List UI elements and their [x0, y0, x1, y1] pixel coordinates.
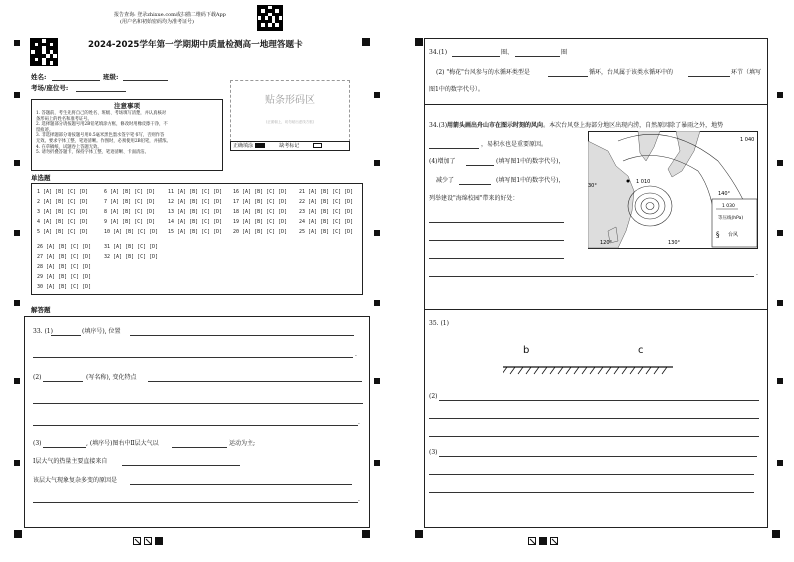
- q33-2-answer-b[interactable]: [148, 381, 362, 382]
- q35-3-answer-a[interactable]: [439, 456, 757, 457]
- q35-2-answer-a[interactable]: [439, 400, 759, 401]
- notice-box: [31, 99, 223, 171]
- q33-3-answer-b[interactable]: [172, 447, 227, 448]
- mc-question[interactable]: 16 [A] [B] [C] [D]: [233, 189, 288, 195]
- hatch-mark: [654, 367, 659, 374]
- q34-1-answer-a[interactable]: [452, 56, 500, 57]
- mc-question[interactable]: 26 [A] [B] [C] [D]: [37, 244, 92, 250]
- q34-3-answer[interactable]: [429, 148, 479, 149]
- q34-6-answer-d[interactable]: [429, 276, 754, 277]
- mc-question[interactable]: 21 [A] [B] [C] [D]: [299, 189, 354, 195]
- slash-box-icon: [144, 537, 152, 545]
- q33-1-text: (填序号), 位置: [82, 328, 121, 335]
- mc-question[interactable]: 29 [A] [B] [C] [D]: [37, 274, 92, 280]
- missing-checkbox[interactable]: [313, 143, 322, 148]
- period-mark: .: [756, 270, 758, 277]
- mc-question[interactable]: 23 [A] [B] [C] [D]: [299, 209, 354, 215]
- position-mark: [14, 460, 20, 466]
- hatch-mark: [542, 367, 547, 374]
- position-mark: [374, 230, 380, 236]
- q34-6-answer-c[interactable]: [429, 258, 564, 259]
- q34-4-text2: (填写图1中的数字代号)，: [496, 158, 565, 165]
- hatch-mark: [550, 367, 555, 374]
- q34-6-text: 列举建设"海绵校园"带来的好处：: [429, 195, 519, 202]
- position-mark: [14, 92, 20, 98]
- footer-marks-left: [133, 530, 166, 549]
- q34-2-answer-a[interactable]: [548, 76, 588, 77]
- q33-1-answer-c[interactable]: [33, 357, 353, 358]
- position-mark: [374, 460, 380, 466]
- mc-question[interactable]: 2 [A] [B] [C] [D]: [37, 199, 89, 205]
- mc-question[interactable]: 9 [A] [B] [C] [D]: [104, 219, 156, 225]
- q33-1-answer-b[interactable]: [130, 335, 354, 336]
- mc-question[interactable]: 20 [A] [B] [C] [D]: [233, 229, 288, 235]
- hatch-mark: [590, 367, 595, 374]
- hatch-mark: [566, 367, 571, 374]
- lon120-label: 120°: [600, 240, 613, 246]
- lon140-label: 140°: [718, 191, 731, 197]
- hatch-mark: [534, 367, 539, 374]
- qr-code-icon: [257, 5, 283, 31]
- page-title: 2024-2025学年第一学期期中质量检测高一地理答题卡: [88, 40, 303, 50]
- hatch-mark: [582, 367, 587, 374]
- q33-3-label: (3): [33, 440, 42, 447]
- period-mark: .: [355, 351, 357, 358]
- position-mark: [777, 92, 783, 98]
- q34-1-text: 圈、: [501, 49, 514, 56]
- barcode-area: [230, 80, 350, 142]
- legend-p1030: 1 030: [722, 204, 735, 209]
- qr-code-icon: [30, 38, 58, 66]
- mc-question[interactable]: 28 [A] [B] [C] [D]: [37, 264, 92, 270]
- label-b: b: [523, 345, 530, 356]
- name-field[interactable]: [52, 80, 100, 81]
- q33-2-answer-d[interactable]: [33, 425, 358, 426]
- mc-question[interactable]: 30 [A] [B] [C] [D]: [37, 284, 92, 290]
- hatch-mark: [622, 367, 627, 374]
- mc-question[interactable]: 7 [A] [B] [C] [D]: [104, 199, 156, 205]
- barcode-sub: (正面朝上，切勿贴出虚线方框): [265, 120, 315, 124]
- essay-area: [24, 316, 370, 528]
- q33-5-text: 该层大气现象复杂多变的原因是: [33, 477, 118, 484]
- q35-2-label: (2): [429, 393, 438, 400]
- corner-mark: [415, 38, 423, 46]
- hatch-mark: [614, 367, 619, 374]
- footer-marks-right: [528, 530, 561, 549]
- lat30-label: 30°: [588, 183, 597, 189]
- notice-line: 4. 在草稿纸、试题卷上答题无效。: [36, 144, 102, 150]
- corner-mark: [362, 38, 370, 46]
- q35-3-label: (3): [429, 449, 438, 456]
- position-mark: [14, 300, 20, 306]
- mc-question[interactable]: 13 [A] [B] [C] [D]: [168, 209, 223, 215]
- hatch-mark: [503, 367, 507, 374]
- q33-3-text2: 运动为主;: [229, 440, 256, 447]
- corner-mark: [415, 530, 423, 538]
- position-mark: [14, 160, 20, 166]
- room-field[interactable]: [76, 91, 126, 92]
- q33-5-answer-b[interactable]: [33, 502, 358, 503]
- hatch-mark: [510, 367, 515, 374]
- barcode-label: 贴条形码区: [265, 95, 315, 106]
- period-mark: .: [358, 496, 360, 503]
- q34-3-task: 用箭头画出舟山市在图示时刻的风向: [447, 122, 544, 129]
- position-mark: [777, 230, 783, 236]
- mc-question[interactable]: 15 [A] [B] [C] [D]: [168, 229, 223, 235]
- position-mark: [14, 40, 20, 46]
- mc-question[interactable]: 8 [A] [B] [C] [D]: [104, 209, 156, 215]
- notice-title: 注意事项: [114, 102, 140, 110]
- position-mark: [777, 378, 783, 384]
- q34-1-label: 34.(1): [429, 49, 448, 56]
- hatch-mark: [574, 367, 579, 374]
- corner-mark: [362, 530, 370, 538]
- typhoon-map: [588, 131, 758, 249]
- filled-box-icon: [539, 537, 547, 545]
- q33-3-text: , (填序号)图右中Ⅱ层大气以: [86, 440, 159, 447]
- typhoon-icon: §: [716, 231, 720, 239]
- hatch-mark: [606, 367, 611, 374]
- notice-line: 2. 选择题部分请按题号用2B铅笔填涂方框，修改时用橡皮擦干净，不: [36, 122, 168, 128]
- position-mark: [374, 378, 380, 384]
- hatch-mark: [662, 367, 667, 374]
- position-mark: [374, 300, 380, 306]
- q34-5-text: 减少了: [436, 177, 455, 184]
- mc-question[interactable]: 3 [A] [B] [C] [D]: [37, 209, 89, 215]
- mc-question[interactable]: 19 [A] [B] [C] [D]: [233, 219, 288, 225]
- mc-question[interactable]: 11 [A] [B] [C] [D]: [168, 189, 223, 195]
- name-label: 姓名:: [31, 73, 47, 81]
- lon130-label: 130°: [668, 240, 681, 246]
- mc-question[interactable]: 27 [A] [B] [C] [D]: [37, 254, 92, 260]
- mc-question[interactable]: 4 [A] [B] [C] [D]: [37, 219, 89, 225]
- divider: [424, 104, 768, 105]
- q33-2-answer-a[interactable]: [43, 381, 83, 382]
- q34-1-answer-b[interactable]: [515, 56, 560, 57]
- q34-2-text3: 环节（填写: [731, 69, 762, 76]
- corner-mark: [772, 530, 780, 538]
- q35-3-answer-c[interactable]: [429, 492, 754, 493]
- position-mark: [374, 160, 380, 166]
- position-mark: [374, 92, 380, 98]
- q35-2-answer-c[interactable]: [429, 436, 759, 437]
- slash-box-icon: [133, 537, 141, 545]
- notice-line: 3. 非选择题部分请按题号用0.5毫米黑色墨水签字笔书写，否则作答: [36, 133, 165, 139]
- q33-3-answer-a[interactable]: [43, 447, 86, 448]
- q35-1-label: 35. (1): [429, 320, 449, 327]
- notice-line: 无效。要求字体工整、笔迹清晰。作图时，必须使用2B铅笔，并描浓。: [36, 138, 171, 144]
- period-mark: .: [358, 419, 360, 426]
- q34-3-label: 34.(3): [429, 122, 448, 129]
- mc-question[interactable]: 22 [A] [B] [C] [D]: [299, 199, 354, 205]
- missing-label: 缺考标记: [279, 143, 300, 149]
- slash-box-icon: [528, 537, 536, 545]
- mc-question[interactable]: 12 [A] [B] [C] [D]: [168, 199, 223, 205]
- p1010-label: 1 010: [636, 179, 651, 185]
- q33-2-answer-c[interactable]: [33, 403, 363, 404]
- report-note-sub: (用户名和初始密码均为准考证号): [120, 19, 194, 25]
- hatch-mark: [630, 367, 635, 374]
- ground-surface[interactable]: [503, 366, 673, 376]
- mc-question[interactable]: 5 [A] [B] [C] [D]: [37, 229, 89, 235]
- notice-line: 1. 答题前，考生先将自己的姓名、班级、考场填写清楚，并认真核对: [36, 111, 167, 116]
- mc-question[interactable]: 10 [A] [B] [C] [D]: [104, 229, 159, 235]
- q34-6-answer-b[interactable]: [429, 240, 564, 241]
- notice-line: 条形码上的姓名和准考证号。: [36, 116, 92, 122]
- mc-question[interactable]: 32 [A] [B] [C] [D]: [104, 254, 159, 260]
- slash-box-icon: [550, 537, 558, 545]
- q33-4-text: Ⅰ层大气的热量主要直接来自: [33, 458, 108, 465]
- right-page-frame: [424, 38, 768, 528]
- q34-3-text: 。本次台风登上海部分地区出现内涝，自然原因除了暴雨之外，地势: [543, 122, 724, 129]
- legend-typhoon-label: 台风: [728, 232, 739, 238]
- class-label: 班级:: [103, 73, 119, 81]
- mc-title: 单选题: [31, 174, 51, 182]
- position-mark: [777, 460, 783, 466]
- q35-3-answer-b[interactable]: [429, 474, 754, 475]
- position-mark: [777, 300, 783, 306]
- hatch-mark: [598, 367, 603, 374]
- q33-2-text: (写名称), 变化特点: [86, 374, 137, 381]
- q34-2-text2: 循环，台风属于该类水循环中的: [589, 69, 674, 76]
- q34-2-answer-b[interactable]: [688, 76, 730, 77]
- position-mark: [14, 230, 20, 236]
- q34-5-text2: (填写图1中的数字代号)，: [496, 177, 565, 184]
- position-mark: [777, 160, 783, 166]
- q34-2-text4: 图1中的数字代号）。: [429, 86, 484, 93]
- legend-isobar-label: 等压线(hPa): [718, 216, 744, 221]
- room-label: 考场/座位号:: [31, 84, 69, 92]
- notice-line: 5. 请勿折叠答题卡，保持字体工整、笔迹清晰、卡面清洁。: [36, 150, 149, 156]
- q34-3-line: [429, 122, 723, 129]
- corner-mark: [14, 530, 22, 538]
- essay-title: 解答题: [31, 306, 51, 314]
- q33-1-label: 33. (1): [33, 328, 53, 335]
- mc-question[interactable]: 24 [A] [B] [C] [D]: [299, 219, 354, 225]
- mc-question[interactable]: 31 [A] [B] [C] [D]: [104, 244, 159, 250]
- q33-5-answer-a[interactable]: [130, 484, 352, 485]
- q34-1-text2: 圈: [561, 49, 568, 56]
- q34-5-answer[interactable]: [459, 184, 491, 185]
- notice-list: [32, 110, 222, 157]
- q34-6-answer-a[interactable]: [429, 222, 564, 223]
- q34-4-answer[interactable]: [466, 165, 494, 166]
- hatch-mark: [518, 367, 523, 374]
- mc-question[interactable]: 25 [A] [B] [C] [D]: [299, 229, 354, 235]
- label-c: c: [638, 345, 644, 356]
- class-field[interactable]: [123, 80, 168, 81]
- q35-2-answer-b[interactable]: [429, 418, 759, 419]
- filled-box-icon: [255, 143, 265, 148]
- mc-question[interactable]: 14 [A] [B] [C] [D]: [168, 219, 223, 225]
- report-note: 报告查询: 登录zhixue.com或扫描二维码下载App: [114, 12, 226, 18]
- mc-question[interactable]: 18 [A] [B] [C] [D]: [233, 209, 288, 215]
- mc-question[interactable]: 6 [A] [B] [C] [D]: [104, 189, 156, 195]
- filled-box-icon: [155, 537, 163, 545]
- mc-question[interactable]: 17 [A] [B] [C] [D]: [233, 199, 288, 205]
- mc-question[interactable]: 1 [A] [B] [C] [D]: [37, 189, 89, 195]
- hatch-mark: [646, 367, 651, 374]
- hatch-mark: [558, 367, 563, 374]
- q33-4-answer[interactable]: [122, 465, 240, 466]
- p1040-label: 1 040: [740, 137, 755, 143]
- q34-2-text: (2) "梅花"台风参与的水循环类型是: [436, 69, 530, 76]
- hatch-mark: [526, 367, 531, 374]
- position-mark: [14, 378, 20, 384]
- q33-1-answer-a[interactable]: [51, 335, 81, 336]
- q33-2-label: (2): [33, 374, 42, 381]
- correct-fill-label: 正确填涂: [233, 143, 254, 149]
- q34-3-text2: ，易积水也是重要原因。: [481, 141, 548, 148]
- fill-sample: [230, 141, 350, 151]
- divider: [424, 309, 768, 310]
- zhoushan-dot: [627, 180, 630, 183]
- q34-4-text: (4)增加了: [429, 158, 456, 165]
- notice-line: 留痕迹。: [36, 127, 54, 133]
- hatch-mark: [638, 367, 643, 374]
